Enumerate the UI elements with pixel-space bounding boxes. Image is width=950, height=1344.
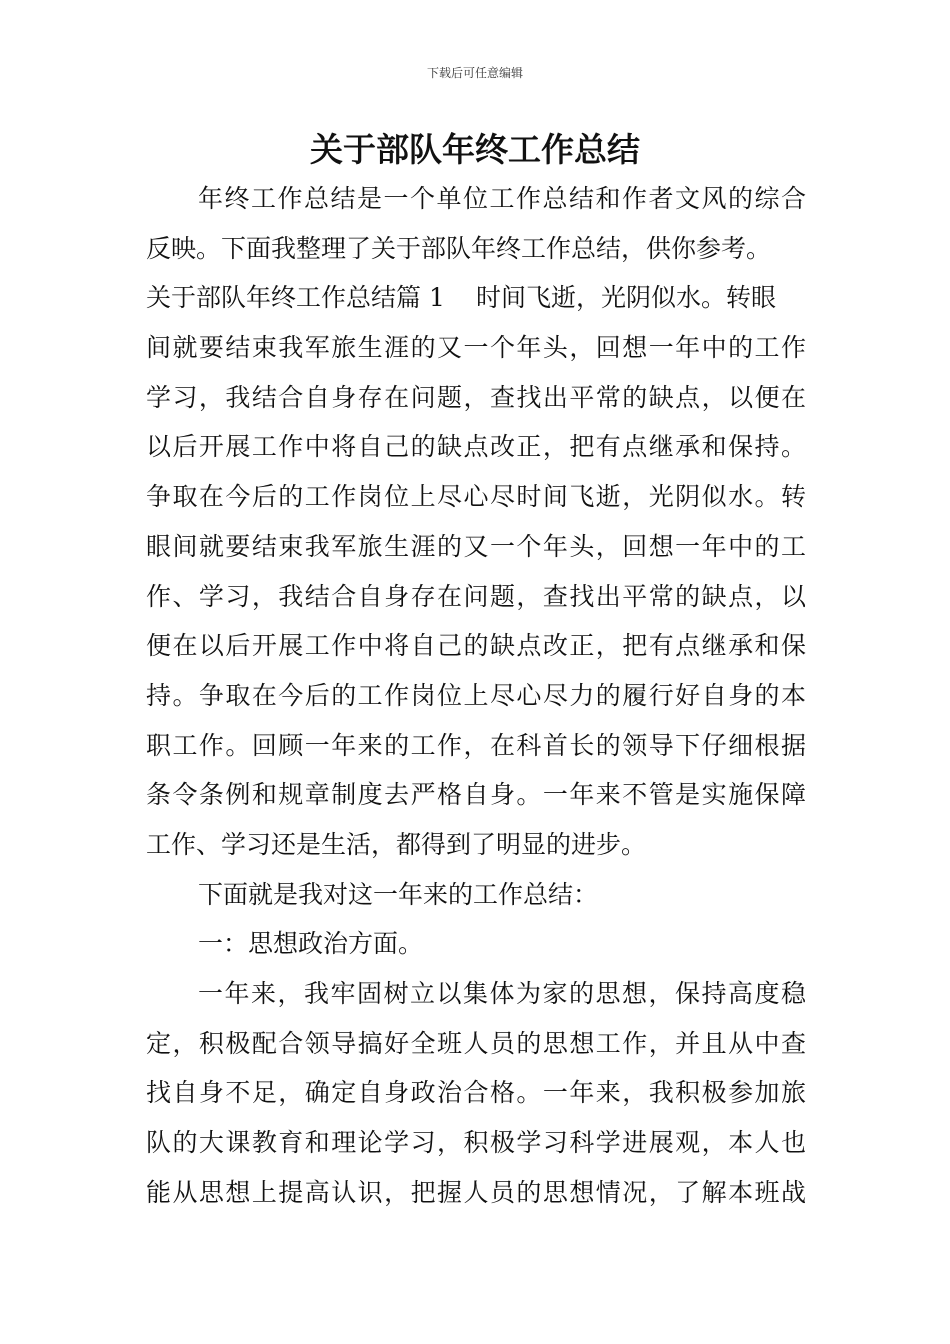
- paragraph-line: 能从思想上提高认识，把握人员的思想情况，了解本班战: [146, 1177, 806, 1207]
- paragraph-line: 眼间就要结束我军旅生涯的又一个年头，回想一年中的工: [146, 531, 806, 561]
- section-label: 关于部队年终工作总结篇 1: [146, 283, 445, 313]
- document-title: 关于部队年终工作总结: [310, 130, 640, 169]
- paragraph-line: 职工作。回顾一年来的工作，在科首长的领导下仔细根据: [146, 730, 806, 760]
- paragraph-line: 便在以后开展工作中将自己的缺点改正，把有点继承和保: [146, 631, 806, 661]
- paragraph-line: 队的大课教育和理论学习，积极学习科学进展观，本人也: [146, 1128, 806, 1158]
- paragraph-line: 间就要结束我军旅生涯的又一个年头，回想一年中的工作: [146, 333, 806, 363]
- paragraph-line: 以后开展工作中将自己的缺点改正，把有点继承和保持。: [146, 432, 806, 462]
- paragraph-line: 下面就是我对这一年来的工作总结：: [198, 879, 599, 909]
- download-note: 下载后可任意编辑: [426, 66, 523, 80]
- paragraph-line: 找自身不足，确定自身政治合格。一年来，我积极参加旅: [146, 1078, 806, 1108]
- paragraph-line: 学习，我结合自身存在问题，查找出平常的缺点，以便在: [146, 382, 806, 412]
- paragraph-line: 一年来，我牢固树立以集体为家的思想，保持高度稳: [198, 979, 806, 1008]
- paragraph-line: 工作、学习还是生活，都得到了明显的进步。: [146, 829, 647, 859]
- document-body: [146, 174, 806, 1217]
- paragraph-line: 作、学习，我结合自身存在问题，查找出平常的缺点，以: [146, 581, 806, 611]
- paragraph-line: 年终工作总结是一个单位工作总结和作者文风的综合: [198, 184, 806, 213]
- paragraph-line: 持。争取在今后的工作岗位上尽心尽力的履行好自身的本: [146, 680, 806, 710]
- paragraph-line: 反映。下面我整理了关于部队年终工作总结，供你参考。: [146, 233, 772, 263]
- paragraph-line: 一：思想政治方面。: [198, 929, 424, 959]
- paragraph-line-text: 时间飞逝，光阴似水。转眼: [476, 283, 777, 313]
- section-heading-line: [146, 273, 806, 323]
- paragraph-line: 争取在今后的工作岗位上尽心尽时间飞逝，光阴似水。转: [146, 482, 806, 512]
- paragraph-line: 定，积极配合领导搞好全班人员的思想工作，并且从中查: [146, 1028, 806, 1058]
- paragraph-line: 条令条例和规章制度去严格自身。一年来不管是实施保障: [146, 780, 806, 810]
